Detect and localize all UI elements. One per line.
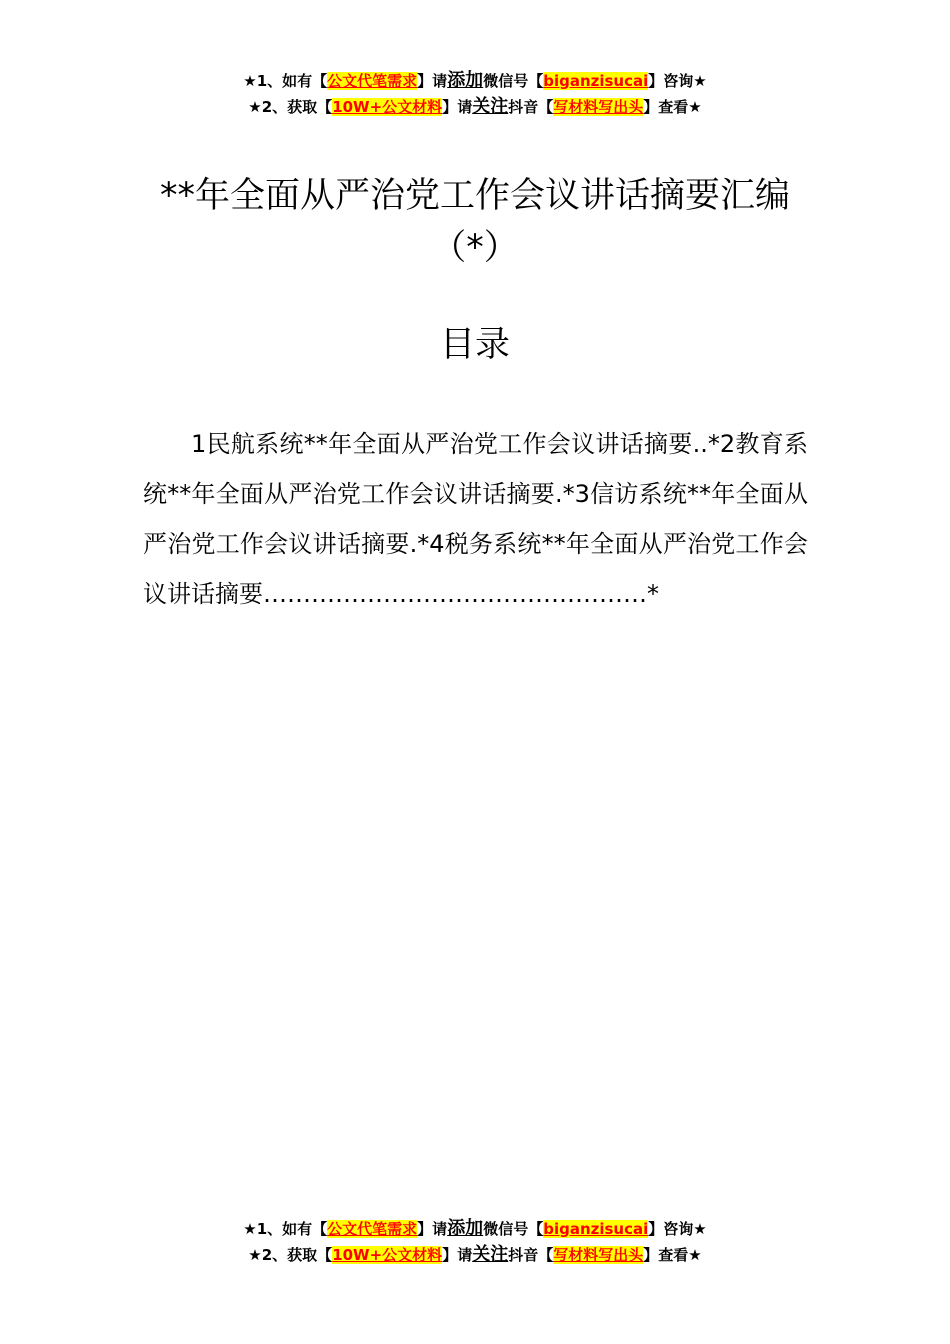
promo-text: 】咨询★	[648, 72, 707, 90]
header-promo-line-2	[0, 94, 950, 120]
promo-text: 】查看★	[643, 98, 702, 116]
promo-text: 】请	[442, 1246, 473, 1264]
promo-highlight: 公文代笔需求	[327, 1220, 418, 1238]
document-title-line-1: **年全面从严治党工作会议讲话摘要汇编	[159, 176, 790, 216]
promo-douyin-account: 写材料写出头	[553, 98, 644, 116]
promo-text: ★1、如有【	[243, 72, 328, 90]
footer-promo	[0, 1216, 950, 1268]
promo-highlight: 10W+公文材料	[332, 98, 443, 116]
promo-underlined: 关注	[472, 96, 509, 117]
toc-body	[143, 419, 808, 619]
toc-entries: 1民航系统**年全面从严治党工作会议讲话摘要..*2教育系统**年全面从严治党工作会议讲话摘要.*3信访系统**年全面从严治党工作会议讲话摘要.*4税务系统**年全面从严治党工作会议讲话摘要	[143, 430, 808, 608]
promo-wechat-id: biganzisucai	[543, 72, 649, 90]
document-title-line-2: （*）	[431, 228, 519, 268]
promo-text: ★2、获取【	[248, 98, 333, 116]
footer-promo-line-2	[0, 1242, 950, 1268]
promo-text: 】请	[417, 72, 448, 90]
toc-leader-dots: …………………………………………	[263, 580, 647, 608]
promo-text: 微信号【	[483, 72, 544, 90]
promo-highlight: 公文代笔需求	[327, 72, 418, 90]
toc-heading: 目录	[439, 325, 510, 365]
promo-wechat-id: biganzisucai	[543, 1220, 649, 1238]
promo-text: 抖音【	[508, 1246, 554, 1264]
header-promo	[0, 68, 950, 120]
document-title	[140, 170, 810, 274]
promo-text: ★2、获取【	[248, 1246, 333, 1264]
promo-douyin-account: 写材料写出头	[553, 1246, 644, 1264]
promo-underlined: 关注	[472, 1244, 509, 1265]
header-promo-line-1	[0, 68, 950, 94]
promo-underlined: 添加	[447, 1218, 484, 1239]
promo-text: 】请	[417, 1220, 448, 1238]
promo-text: 】咨询★	[648, 1220, 707, 1238]
promo-highlight: 10W+公文材料	[332, 1246, 443, 1264]
promo-text: ★1、如有【	[243, 1220, 328, 1238]
promo-text: 抖音【	[508, 98, 554, 116]
promo-text: 】请	[442, 98, 473, 116]
footer-promo-line-1	[0, 1216, 950, 1242]
promo-text: 】查看★	[643, 1246, 702, 1264]
promo-text: 微信号【	[483, 1220, 544, 1238]
toc-page-number: *	[647, 580, 659, 608]
promo-underlined: 添加	[447, 70, 484, 91]
